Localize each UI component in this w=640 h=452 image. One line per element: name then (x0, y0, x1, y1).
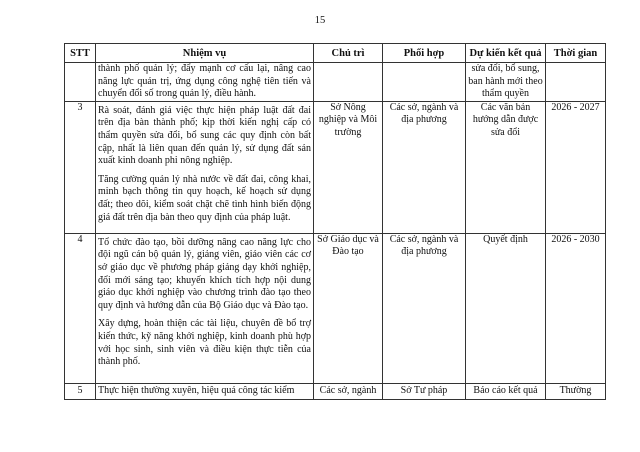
cell-time (546, 63, 606, 102)
cell-stt: 3 (65, 101, 96, 233)
cell-coordinate: Các sở, ngành và địa phương (383, 233, 466, 383)
header-coordinate: Phối hợp (383, 44, 466, 63)
table-row (65, 101, 606, 233)
header-lead: Chủ trì (314, 44, 383, 63)
cell-coordinate (383, 63, 466, 102)
cell-lead: Các sở, ngành (314, 383, 383, 399)
cell-stt (65, 63, 96, 102)
header-task: Nhiệm vụ (96, 44, 314, 63)
cell-task (96, 63, 314, 102)
cell-result: sửa đổi, bổ sung, ban hành mới theo thẩm quyền (466, 63, 546, 102)
task-paragraph: thành phố quản lý; đẩy mạnh cơ cấu lại, nâng cao năng lực quản trị, ứng dụng công nghệ tiên tiến và chuyển đổi số trong quản lý, điều hành. (98, 63, 311, 100)
cell-coordinate: Các sở, ngành và địa phương (383, 101, 466, 233)
cell-time: Thường (546, 383, 606, 399)
task-paragraph: Tăng cường quản lý nhà nước về đất đai, công khai, minh bạch thông tin quy hoạch, kế hoạch sử dụng đất; theo dõi, kiểm soát chặt chẽ tình hình biến động giá đất trên địa bàn theo quy định của pháp luật. (98, 173, 311, 223)
cell-stt: 4 (65, 233, 96, 383)
cell-result: Báo cáo kết quả (466, 383, 546, 399)
header-time: Thời gian (546, 44, 606, 63)
cell-lead (314, 63, 383, 102)
header-stt: STT (65, 44, 96, 63)
cell-time: 2026 - 2030 (546, 233, 606, 383)
cell-lead: Sở Nông nghiệp và Môi trường (314, 101, 383, 233)
cell-stt: 5 (65, 383, 96, 399)
table-row (65, 383, 606, 399)
table-header-row (65, 44, 606, 63)
page-number: 15 (314, 15, 326, 26)
table-row (65, 233, 606, 383)
header-result: Dự kiến kết quả (466, 44, 546, 63)
task-table (64, 43, 606, 400)
cell-time: 2026 - 2027 (546, 101, 606, 233)
task-paragraph: Tổ chức đào tạo, bồi dưỡng nâng cao năng lực cho đội ngũ cán bộ quản lý, giảng viên, giáo viên các cơ sở giáo dục về phương pháp giảng dạy khởi nghiệp, đổi mới sáng tạo; khuyến khích tích hợp nội dung giáo dục khởi nghiệp vào chương trình đào tạo theo quy định và hướng dẫn của Bộ Giáo dục và Đào tạo. (98, 236, 311, 311)
cell-result: Quyết định (466, 233, 546, 383)
table-row (65, 63, 606, 102)
task-paragraph: Xây dựng, hoàn thiện các tài liệu, chuyên đề bổ trợ kiến thức, kỹ năng khởi nghiệp, kinh doanh phù hợp với học sinh, sinh viên và điều kiện thực tiễn của thành phố. (98, 318, 311, 368)
cell-result: Các văn bản hướng dẫn được sửa đổi (466, 101, 546, 233)
cell-lead: Sở Giáo dục và Đào tạo (314, 233, 383, 383)
cell-task (96, 101, 314, 233)
cell-task: Thực hiện thường xuyên, hiệu quả công tác kiểm (96, 383, 314, 399)
task-paragraph: Rà soát, đánh giá việc thực hiện pháp luật đất đai trên địa bàn thành phố; kịp thời kiến nghị cấp có thẩm quyền sửa đổi, bổ sung các quy định còn bất cập, nhất là liên quan đến quản lý, sử dụng đất sản xuất kinh doanh phi nông nghiệp. (98, 104, 311, 167)
cell-task (96, 233, 314, 383)
cell-coordinate: Sở Tư pháp (383, 383, 466, 399)
